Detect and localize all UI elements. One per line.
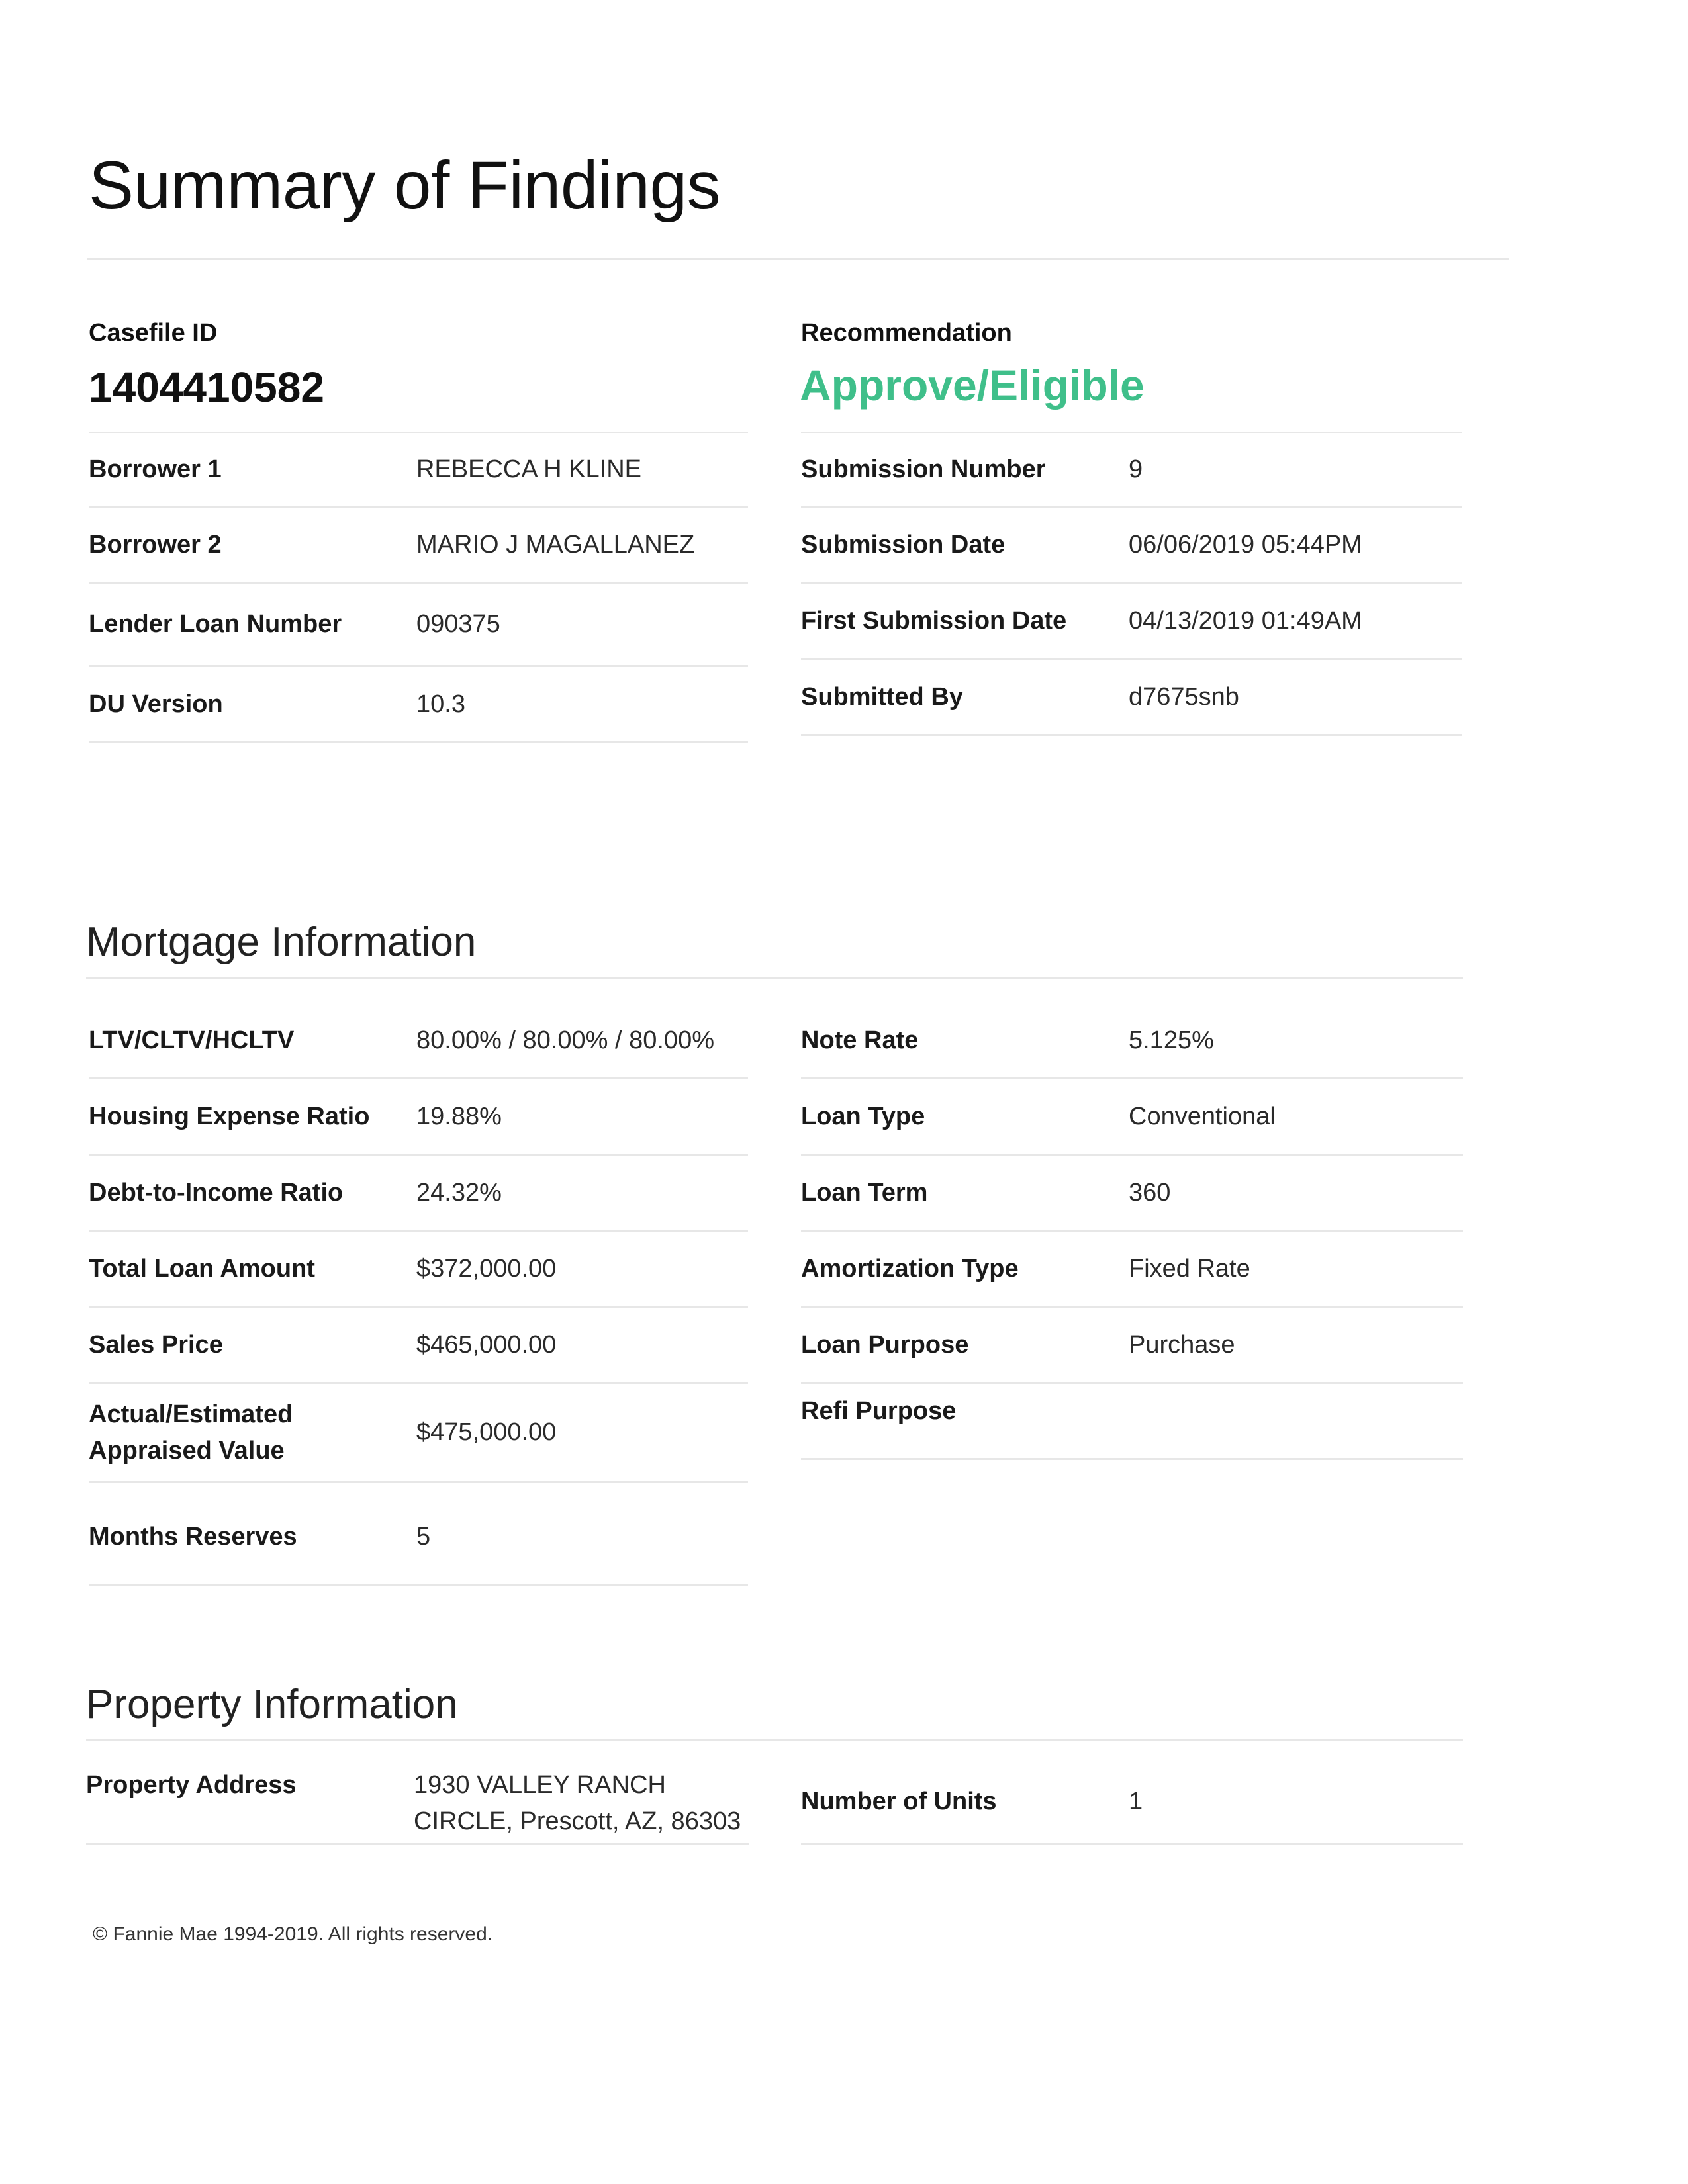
mortgage-divider: [86, 977, 1463, 979]
row-label: Submission Number: [801, 455, 1046, 483]
row-label: Loan Purpose: [801, 1330, 969, 1359]
copyright-footer: © Fannie Mae 1994-2019. All rights reserved.: [93, 1923, 493, 1945]
table-row: [89, 1079, 748, 1156]
row-label: Property Address: [86, 1771, 297, 1799]
row-label: Submission Date: [801, 530, 1006, 559]
mortgage-section-title: Mortgage Information: [86, 919, 477, 965]
property-section-title: Property Information: [86, 1682, 458, 1727]
table-row: [86, 1760, 749, 1845]
row-value: Fixed Rate: [1129, 1254, 1250, 1283]
table-row: [89, 1483, 748, 1586]
recommendation-value: Approve/Eligible: [800, 361, 1145, 410]
casefile-id-label: Casefile ID: [89, 319, 218, 347]
row-label: Months Reserves: [89, 1522, 297, 1551]
table-row: [801, 1232, 1463, 1308]
row-label: Lender Loan Number: [89, 610, 342, 638]
table-row: [801, 660, 1462, 736]
row-value: REBECCA H KLINE: [416, 455, 641, 483]
row-value: 1: [1129, 1788, 1143, 1815]
row-value: 10.3: [416, 690, 465, 718]
row-value: Purchase: [1129, 1330, 1235, 1359]
row-value: 360: [1129, 1178, 1171, 1206]
row-label: Loan Type: [801, 1102, 925, 1130]
row-label: Debt-to-Income Ratio: [89, 1178, 344, 1206]
summary-right-table: [801, 432, 1462, 736]
table-row: [89, 667, 748, 743]
row-label: Submitted By: [801, 682, 963, 711]
row-label: Actual/Estimated Appraised Value: [89, 1400, 293, 1465]
title-divider: [87, 258, 1509, 260]
row-label: Housing Expense Ratio: [89, 1102, 370, 1130]
row-value: 19.88%: [416, 1102, 502, 1130]
table-row: [89, 1308, 748, 1384]
table-row: [89, 1232, 748, 1308]
casefile-id-value: 1404410582: [89, 363, 324, 411]
row-label: Borrower 1: [89, 455, 222, 483]
row-label: Borrower 2: [89, 530, 222, 559]
table-row: [801, 1156, 1463, 1232]
row-value: 04/13/2019 01:49AM: [1129, 606, 1362, 635]
row-label: Total Loan Amount: [89, 1254, 315, 1283]
row-value: 1930 VALLEY RANCH CIRCLE, Prescott, AZ, 86303: [414, 1771, 741, 1835]
row-label: LTV/CLTV/HCLTV: [89, 1026, 295, 1054]
table-row: [89, 584, 748, 667]
row-value: 5: [416, 1522, 431, 1551]
row-value: 80.00% / 80.00% / 80.00%: [416, 1026, 714, 1054]
table-row: [801, 1760, 1463, 1845]
row-value: $475,000.00: [416, 1418, 557, 1446]
page-title: Summary of Findings: [89, 148, 721, 223]
mortgage-left-table: [89, 1003, 748, 1586]
row-value: 5.125%: [1129, 1026, 1214, 1054]
table-row: [801, 1384, 1463, 1460]
row-label: Number of Units: [801, 1788, 997, 1815]
table-row: [89, 1003, 748, 1079]
row-label: Loan Term: [801, 1178, 928, 1206]
row-value: $372,000.00: [416, 1254, 557, 1283]
row-label: DU Version: [89, 690, 223, 718]
row-value: 24.32%: [416, 1178, 502, 1206]
table-row: [89, 432, 748, 508]
property-right-table: [801, 1760, 1463, 1845]
row-label: Note Rate: [801, 1026, 919, 1054]
table-row: [89, 1384, 748, 1483]
row-label: Refi Purpose: [801, 1397, 957, 1425]
table-row: [801, 1079, 1463, 1156]
row-value: 090375: [416, 610, 500, 638]
row-value: $465,000.00: [416, 1330, 557, 1359]
row-label: First Submission Date: [801, 606, 1067, 635]
row-label: Amortization Type: [801, 1254, 1019, 1283]
row-value: Conventional: [1129, 1102, 1276, 1130]
table-row: [89, 508, 748, 584]
table-row: [801, 1308, 1463, 1384]
row-value: MARIO J MAGALLANEZ: [416, 530, 695, 559]
table-row: [89, 1156, 748, 1232]
property-divider: [86, 1739, 1463, 1741]
row-value: d7675snb: [1129, 682, 1239, 711]
mortgage-right-table: [801, 1003, 1463, 1460]
table-row: [801, 432, 1462, 508]
row-value: 06/06/2019 05:44PM: [1129, 530, 1362, 559]
property-left-table: [86, 1760, 749, 1845]
table-row: [801, 584, 1462, 660]
recommendation-label: Recommendation: [801, 319, 1012, 347]
table-row: [801, 508, 1462, 584]
table-row: [801, 1003, 1463, 1079]
summary-left-table: [89, 432, 748, 743]
row-label: Sales Price: [89, 1330, 223, 1359]
row-value: 9: [1129, 455, 1143, 483]
